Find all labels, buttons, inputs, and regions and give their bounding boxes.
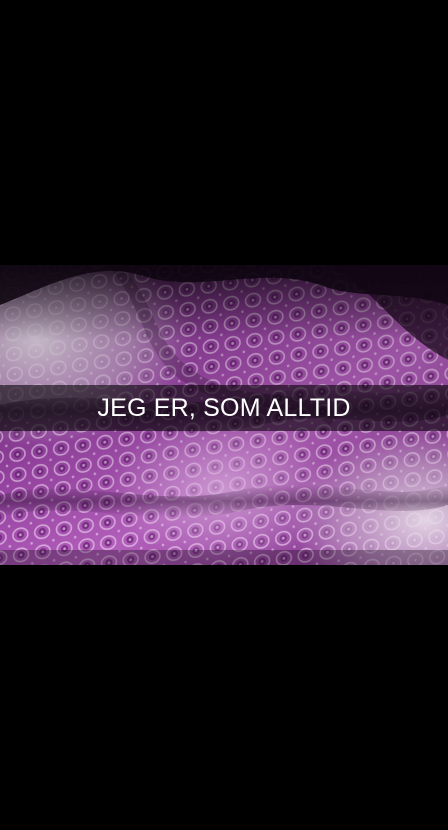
caption-bar bbox=[0, 385, 448, 431]
caption-text: JEG ER, SOM ALLTID bbox=[97, 393, 351, 422]
